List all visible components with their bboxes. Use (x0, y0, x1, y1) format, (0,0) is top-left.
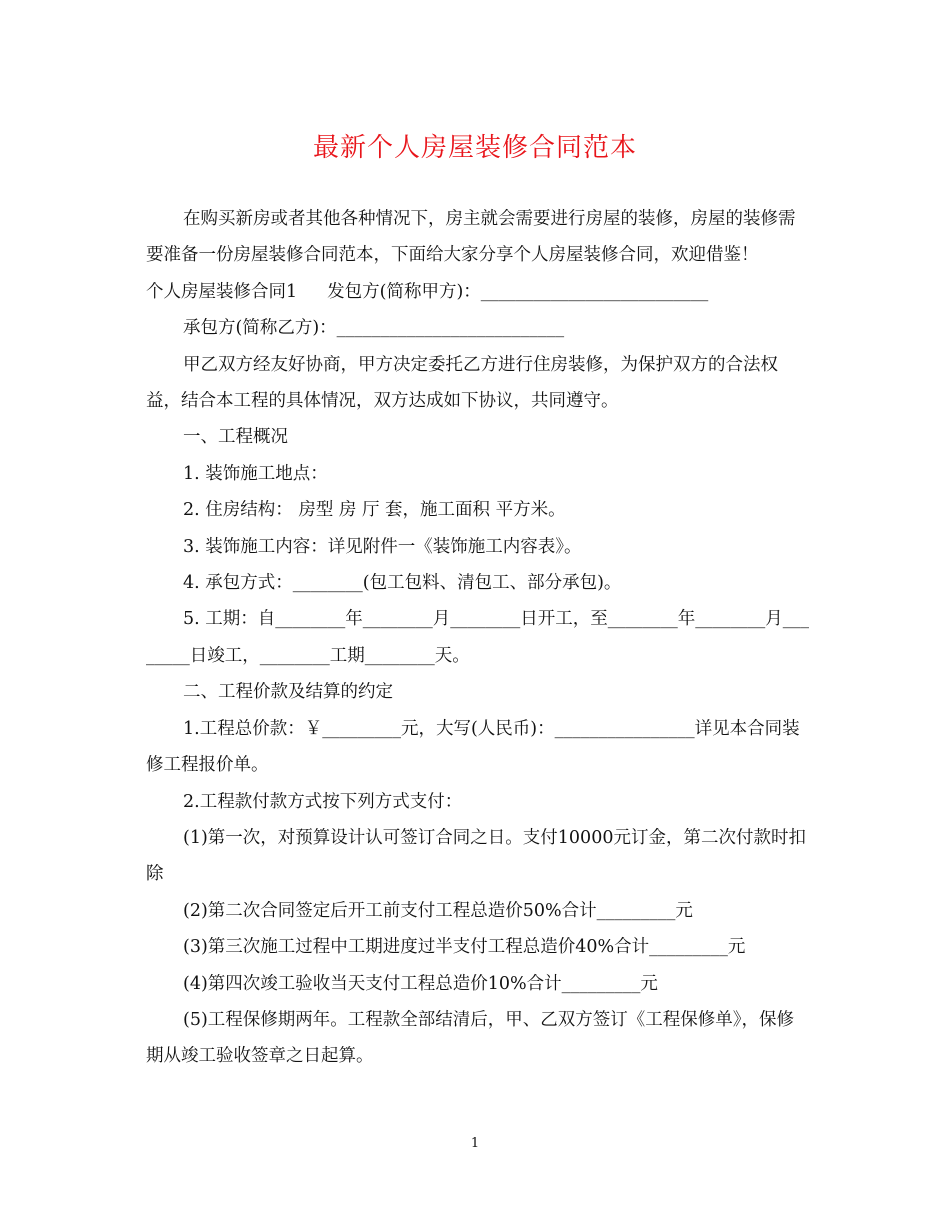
section1-item-contract-mode: 4. 承包方式：________(包工包料、清包工、部分承包)。 (183, 573, 622, 594)
section1-item-content: 3. 装饰施工内容：详见附件一《装饰施工内容表》。 (183, 536, 582, 557)
section2-item-payment-method: 2.工程款付款方式按下列方式支付： (183, 791, 463, 812)
party-a-blank: __________________________ (480, 281, 709, 302)
section1-item-structure: 2. 住房结构： 房型 房 厅 套，施工面积 平方米。 (183, 500, 566, 521)
section2-item-total-price: 1.工程总价款：￥_________元，大写(人民币)：________________详见本合同装修工程报价单。 (146, 718, 800, 776)
payment-term-5: (5)工程保修期两年。工程款全部结清后，甲、乙双方签订《工程保修单》，保修期从竣工验收签章之日起算。 (146, 1009, 795, 1067)
contract-heading: 个人房屋装修合同1 (146, 281, 298, 302)
party-a-label: 发包方(简称甲方)： (327, 281, 481, 302)
section1-heading: 一、工程概况 (183, 427, 288, 448)
party-b-blank: __________________________ (336, 318, 565, 339)
contract-heading-line (146, 274, 811, 310)
page-number: 1 (470, 1136, 480, 1151)
section2-heading: 二、工程价款及结算的约定 (183, 682, 393, 703)
document-title: 最新个人房屋装修合同范本 (312, 133, 637, 163)
party-b-line (146, 310, 811, 346)
payment-term-1: (1)第一次，对预算设计认可签订合同之日。支付10000元订金，第二次付款时扣除 (146, 827, 806, 885)
agreement-paragraph: 甲乙双方经友好协商，甲方决定委托乙方进行住房装修，为保护双方的合法权益，结合本工程的具体情况，双方达成如下协议，共同遵守。 (146, 354, 778, 412)
payment-term-4: (4)第四次竣工验收当天支付工程总造价10%合计_________元 (183, 973, 658, 994)
intro-paragraph: 在购买新房或者其他各种情况下，房主就会需要进行房屋的装修，房屋的装修需要准备一份房屋装修合同范本，下面给大家分享个人房屋装修合同，欢迎借鉴！ (146, 209, 796, 266)
payment-term-2: (2)第二次合同签定后开工前支付工程总造价50%合计_________元 (183, 900, 693, 921)
section1-item-location: 1. 装饰施工地点： (183, 463, 328, 484)
payment-term-3: (3)第三次施工过程中工期进度过半支付工程总造价40%合计_________元 (183, 937, 746, 958)
party-b-label: 承包方(简称乙方)： (183, 318, 337, 339)
document-body (146, 201, 811, 1075)
section1-item-schedule: 5. 工期：自________年________月________日开工，至________年________月________日竣工，________工期________天。 (146, 609, 810, 666)
